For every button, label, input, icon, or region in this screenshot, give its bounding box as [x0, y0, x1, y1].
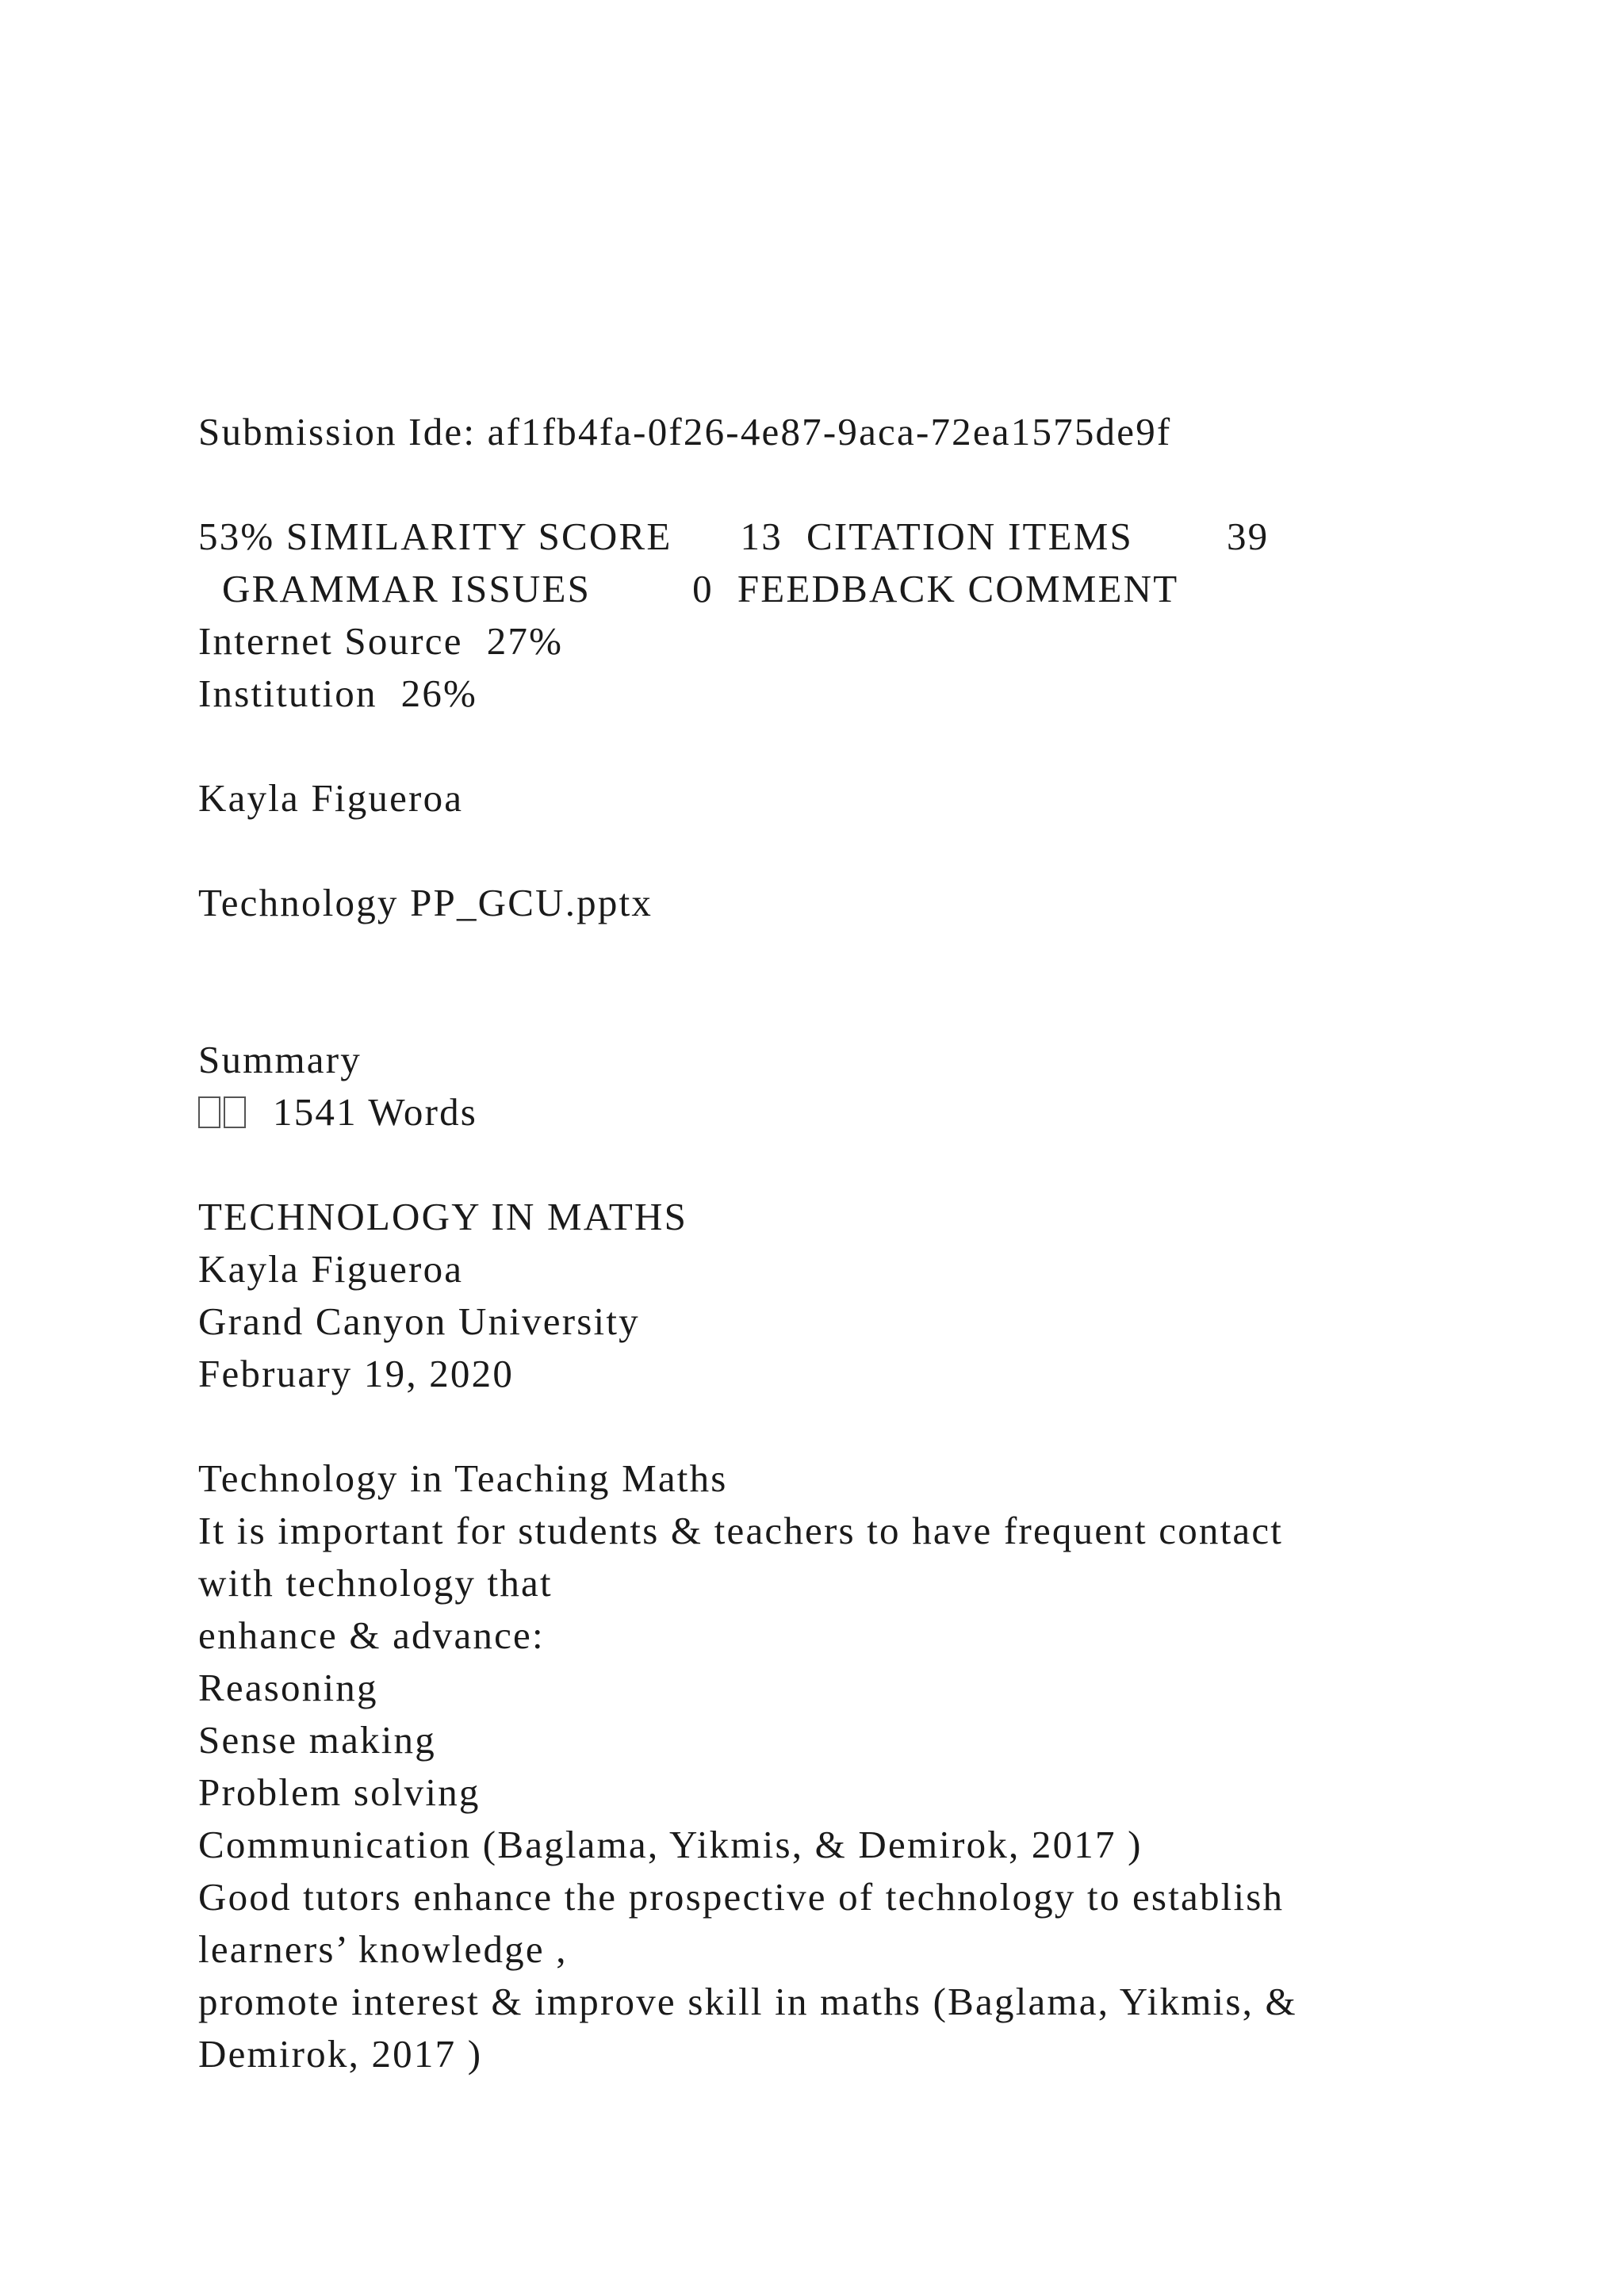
file-name: Technology PP_GCU.pptx — [198, 881, 653, 924]
stats-line-2 — [222, 563, 1178, 615]
slide-school: Grand Canyon University — [198, 1299, 640, 1343]
body-line: It is important for students & teachers to have frequent contact — [198, 1509, 1284, 1552]
body-line: enhance & advance: — [198, 1613, 545, 1657]
body-line: Problem solving — [198, 1770, 481, 1814]
body-line: learners’ knowledge , — [198, 1927, 568, 1971]
slide-author: Kayla Figueroa — [198, 1247, 464, 1291]
word-count: 1541 Words — [273, 1090, 478, 1134]
source-institution — [198, 668, 477, 720]
submission-line — [198, 406, 1171, 458]
submission-id: af1fb4fa-0f26-4e87-9aca-72ea1575de9f — [487, 410, 1172, 453]
citation-label: CITATION ITEMS — [806, 515, 1133, 558]
body-line: promote interest & improve skill in maths (Baglama, Yikmis, & — [198, 1980, 1297, 2023]
stats-line-1 — [198, 511, 1269, 563]
similarity-score: 53% SIMILARITY SCORE — [198, 515, 672, 558]
missing-glyph-icon — [198, 1096, 220, 1128]
grammar-label: GRAMMAR ISSUES — [222, 567, 592, 610]
citation-count: 13 — [740, 515, 783, 558]
body-line: Communication (Baglama, Yikmis, & Demirok, 2017 ) — [198, 1823, 1143, 1866]
source-internet — [198, 615, 563, 668]
body-line: Demirok, 2017 ) — [198, 2032, 483, 2076]
feedback-label: FEEDBACK COMMENT — [737, 567, 1179, 610]
body-line: Good tutors enhance the prospective of technology to establish — [198, 1875, 1285, 1919]
word-count-line — [198, 1086, 477, 1138]
body-line: Reasoning — [198, 1666, 378, 1709]
section-heading: Technology in Teaching Maths — [198, 1456, 728, 1500]
author-name: Kayla Figueroa — [198, 776, 464, 820]
grammar-count: 39 — [1226, 515, 1270, 558]
slide-title: TECHNOLOGY IN MATHS — [198, 1195, 688, 1238]
summary-heading: Summary — [198, 1038, 362, 1081]
missing-glyph-icon — [224, 1096, 246, 1128]
submission-label: Submission Ide: — [198, 410, 477, 453]
source-label: Institution — [198, 672, 377, 715]
body-line: Sense making — [198, 1718, 436, 1762]
source-value: 26% — [400, 672, 478, 715]
body-line: with technology that — [198, 1561, 553, 1605]
feedback-count: 0 — [692, 567, 714, 610]
source-value: 27% — [486, 619, 564, 663]
slide-date: February 19, 2020 — [198, 1352, 515, 1395]
source-label: Internet Source — [198, 619, 463, 663]
